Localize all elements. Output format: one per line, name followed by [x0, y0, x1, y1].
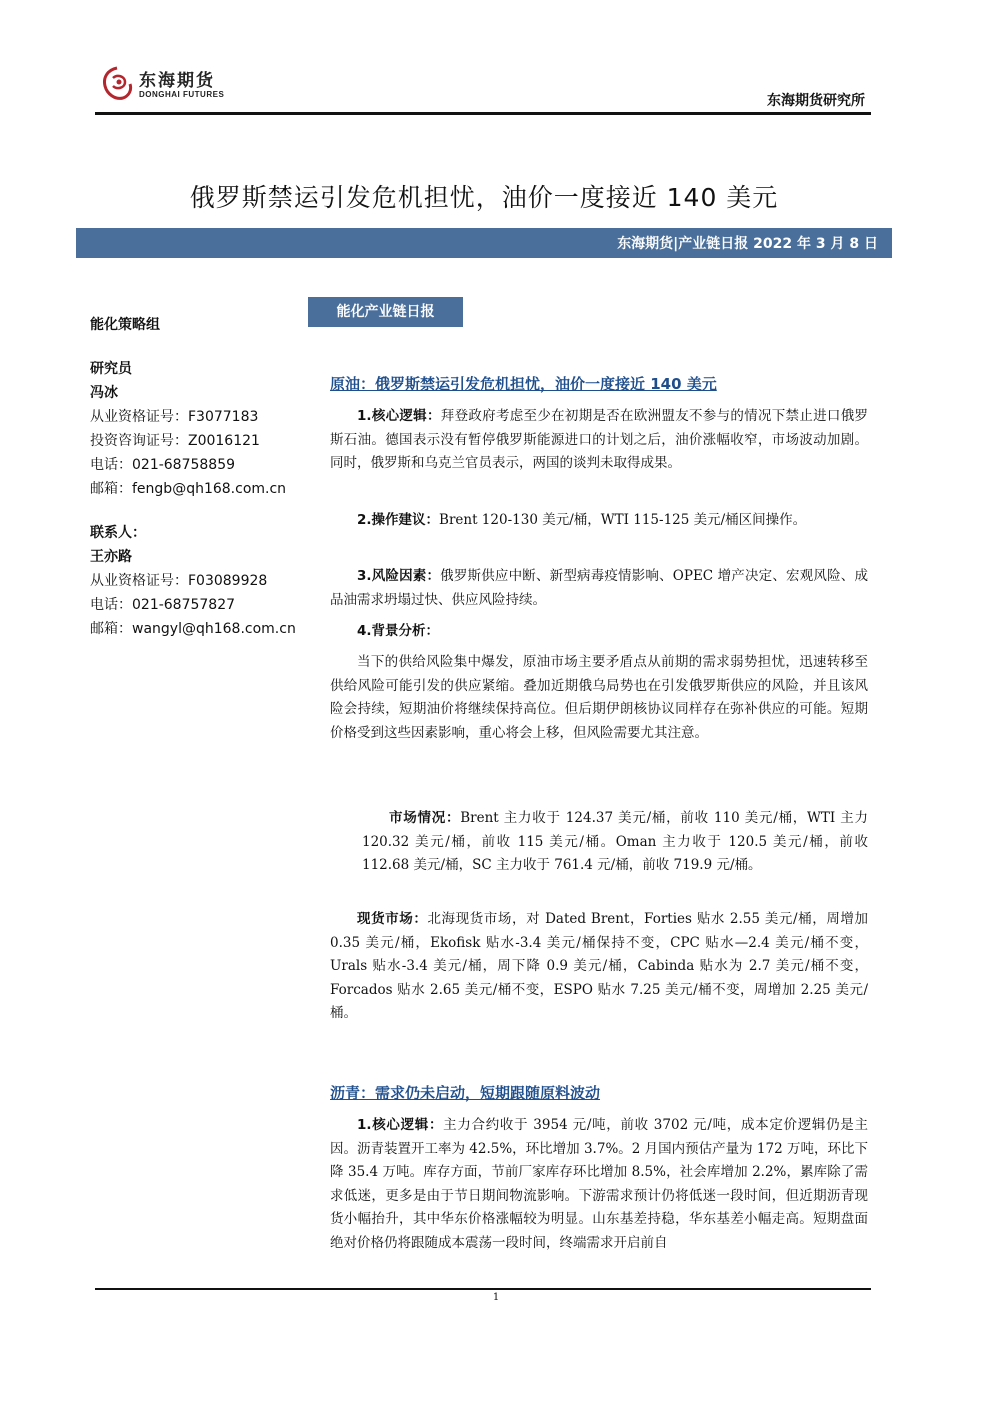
contact-name: 王亦路 — [90, 549, 132, 565]
institute-name: 东海期货研究所 — [767, 93, 865, 109]
crude-background-label: 4.背景分析： — [357, 623, 440, 639]
contact-role: 联系人： — [90, 525, 146, 541]
crude-risk-label: 3.风险因素： — [357, 568, 441, 584]
crude-logic-label: 1.核心逻辑： — [357, 408, 441, 424]
researcher-consult-license: 投资咨询证号：Z0016121 — [90, 433, 260, 449]
crude-advice — [330, 509, 868, 533]
contact-phone: 电话：021-68757827 — [90, 597, 236, 613]
asphalt-logic-text: 主力合约收于 3954 元/吨，前收 3702 元/吨，成本定价逻辑仍是主因。沥青装置开工率为 42.5%，环比增加 3.7%。2 月国内预估产量为 172 万吨，环比下降 35.4 万吨。库存方面，节前厂家库存环比增加 8.5%，社会库增加 2.2%，累库除了需求低迷，更多是由于节日期间物流影响。下游需求预计仍将低迷一段时间，但近期沥青现货小幅抬升，其中华东价格涨幅较为明显。山东基差持稳，华东基差小幅走高。短期盘面绝对价格仍将跟随成本震荡一段时间，终端需求开启前自 — [330, 1117, 868, 1251]
team-name: 能化策略组 — [90, 317, 160, 333]
logo-text-cn: 东海期货 — [139, 71, 215, 91]
crude-market-text: Brent 主力收于 124.37 美元/桶，前收 110 美元/桶，WTI 主力 120.32 美元/桶，前收 115 美元/桶。Oman 主力收于 120.5 美元/桶，前收 112.68 美元/桶，SC 主力收于 761.4 元/桶，前收 719.9 元/桶。 — [362, 810, 869, 873]
crude-market — [362, 807, 868, 878]
logo-dragon-icon — [99, 64, 135, 104]
crude-spot-text: 北海现货市场，对 Dated Brent，Forties 贴水 2.55 美元/桶，周增加 0.35 美元/桶，Ekofisk 贴水-3.4 美元/桶保持不变，CPC 贴水—2.4 美元/桶不变，Urals 贴水-3.4 美元/桶，周下降 0.9 美元/桶，Cabinda 贴水为 2.7 美元/桶不变， Forcados 贴水 2.65 美元/桶不变，ESPO 贴水 7.25 美元/桶不变，周增加 2.25 美元/桶。 — [330, 911, 869, 1021]
crude-spot-label: 现货市场： — [357, 911, 428, 927]
crude-risk-text: 俄罗斯供应中断、新型病毒疫情影响、OPEC 增产决定、宏观风险、成品油需求坍塌过快、供应风险持续。 — [330, 568, 868, 608]
crude-background-text: 当下的供给风险集中爆发，原油市场主要矛盾点从前期的需求弱势担忧，迅速转移至供给风险可能引发的供应紧缩。叠加近期俄乌局势也在引发俄罗斯供应的风险，并且该风险会持续，短期油价将继续保持高位。但后期伊朗核协议同样存在弥补供应的可能。短期价格受到这些因素影响，重心将会上移，但风险需要尤其注意。 — [330, 654, 868, 741]
contact-email[interactable]: 邮箱：wangyl@qh168.com.cn — [90, 621, 296, 637]
report-banner — [76, 228, 892, 258]
researcher-email[interactable]: 邮箱：fengb@qh168.com.cn — [90, 481, 287, 497]
crude-background-heading — [330, 620, 868, 644]
crude-section-title[interactable]: 原油：俄罗斯禁运引发危机担忧，油价一度接近 140 美元 — [330, 375, 717, 393]
page-number: 1 — [492, 1292, 500, 1303]
researcher-license: 从业资格证号：F3077183 — [90, 409, 259, 425]
crude-logic — [330, 405, 868, 476]
researcher-role: 研究员 — [90, 361, 132, 377]
asphalt-logic — [330, 1114, 868, 1255]
report-type-tag: 能化产业链日报 — [308, 297, 463, 327]
header-divider — [95, 112, 871, 115]
contact-license: 从业资格证号：F03089928 — [90, 573, 268, 589]
crude-advice-label: 2.操作建议： — [357, 512, 440, 528]
footer-divider — [95, 1288, 871, 1290]
crude-risk — [330, 565, 868, 612]
logo-text-en: DONGHAI FUTURES — [139, 90, 225, 99]
crude-spot — [330, 908, 868, 1026]
researcher-phone: 电话：021-68758859 — [90, 457, 236, 473]
asphalt-section-title[interactable]: 沥青：需求仍未启动，短期跟随原料波动 — [330, 1084, 601, 1102]
company-logo — [99, 64, 269, 108]
page-header — [95, 60, 871, 116]
crude-market-label: 市场情况： — [389, 810, 461, 826]
crude-advice-text: Brent 120-130 美元/桶，WTI 115-125 美元/桶区间操作。 — [439, 512, 807, 528]
crude-logic-text: 拜登政府考虑至少在初期是否在欧洲盟友不参与的情况下禁止进口俄罗斯石油。德国表示没有暂停俄罗斯能源进口的计划之后，油价涨幅收窄，市场波动加剧。同时，俄罗斯和乌克兰官员表示，两国的谈判未取得成果。 — [330, 408, 869, 471]
banner-text: 东海期货|产业链日报 2022 年 3 月 8 日 — [617, 236, 878, 252]
asphalt-logic-label: 1.核心逻辑： — [357, 1117, 444, 1133]
report-title: 俄罗斯禁运引发危机担忧，油价一度接近 140 美元 — [189, 183, 779, 212]
researcher-name: 冯冰 — [90, 385, 118, 401]
